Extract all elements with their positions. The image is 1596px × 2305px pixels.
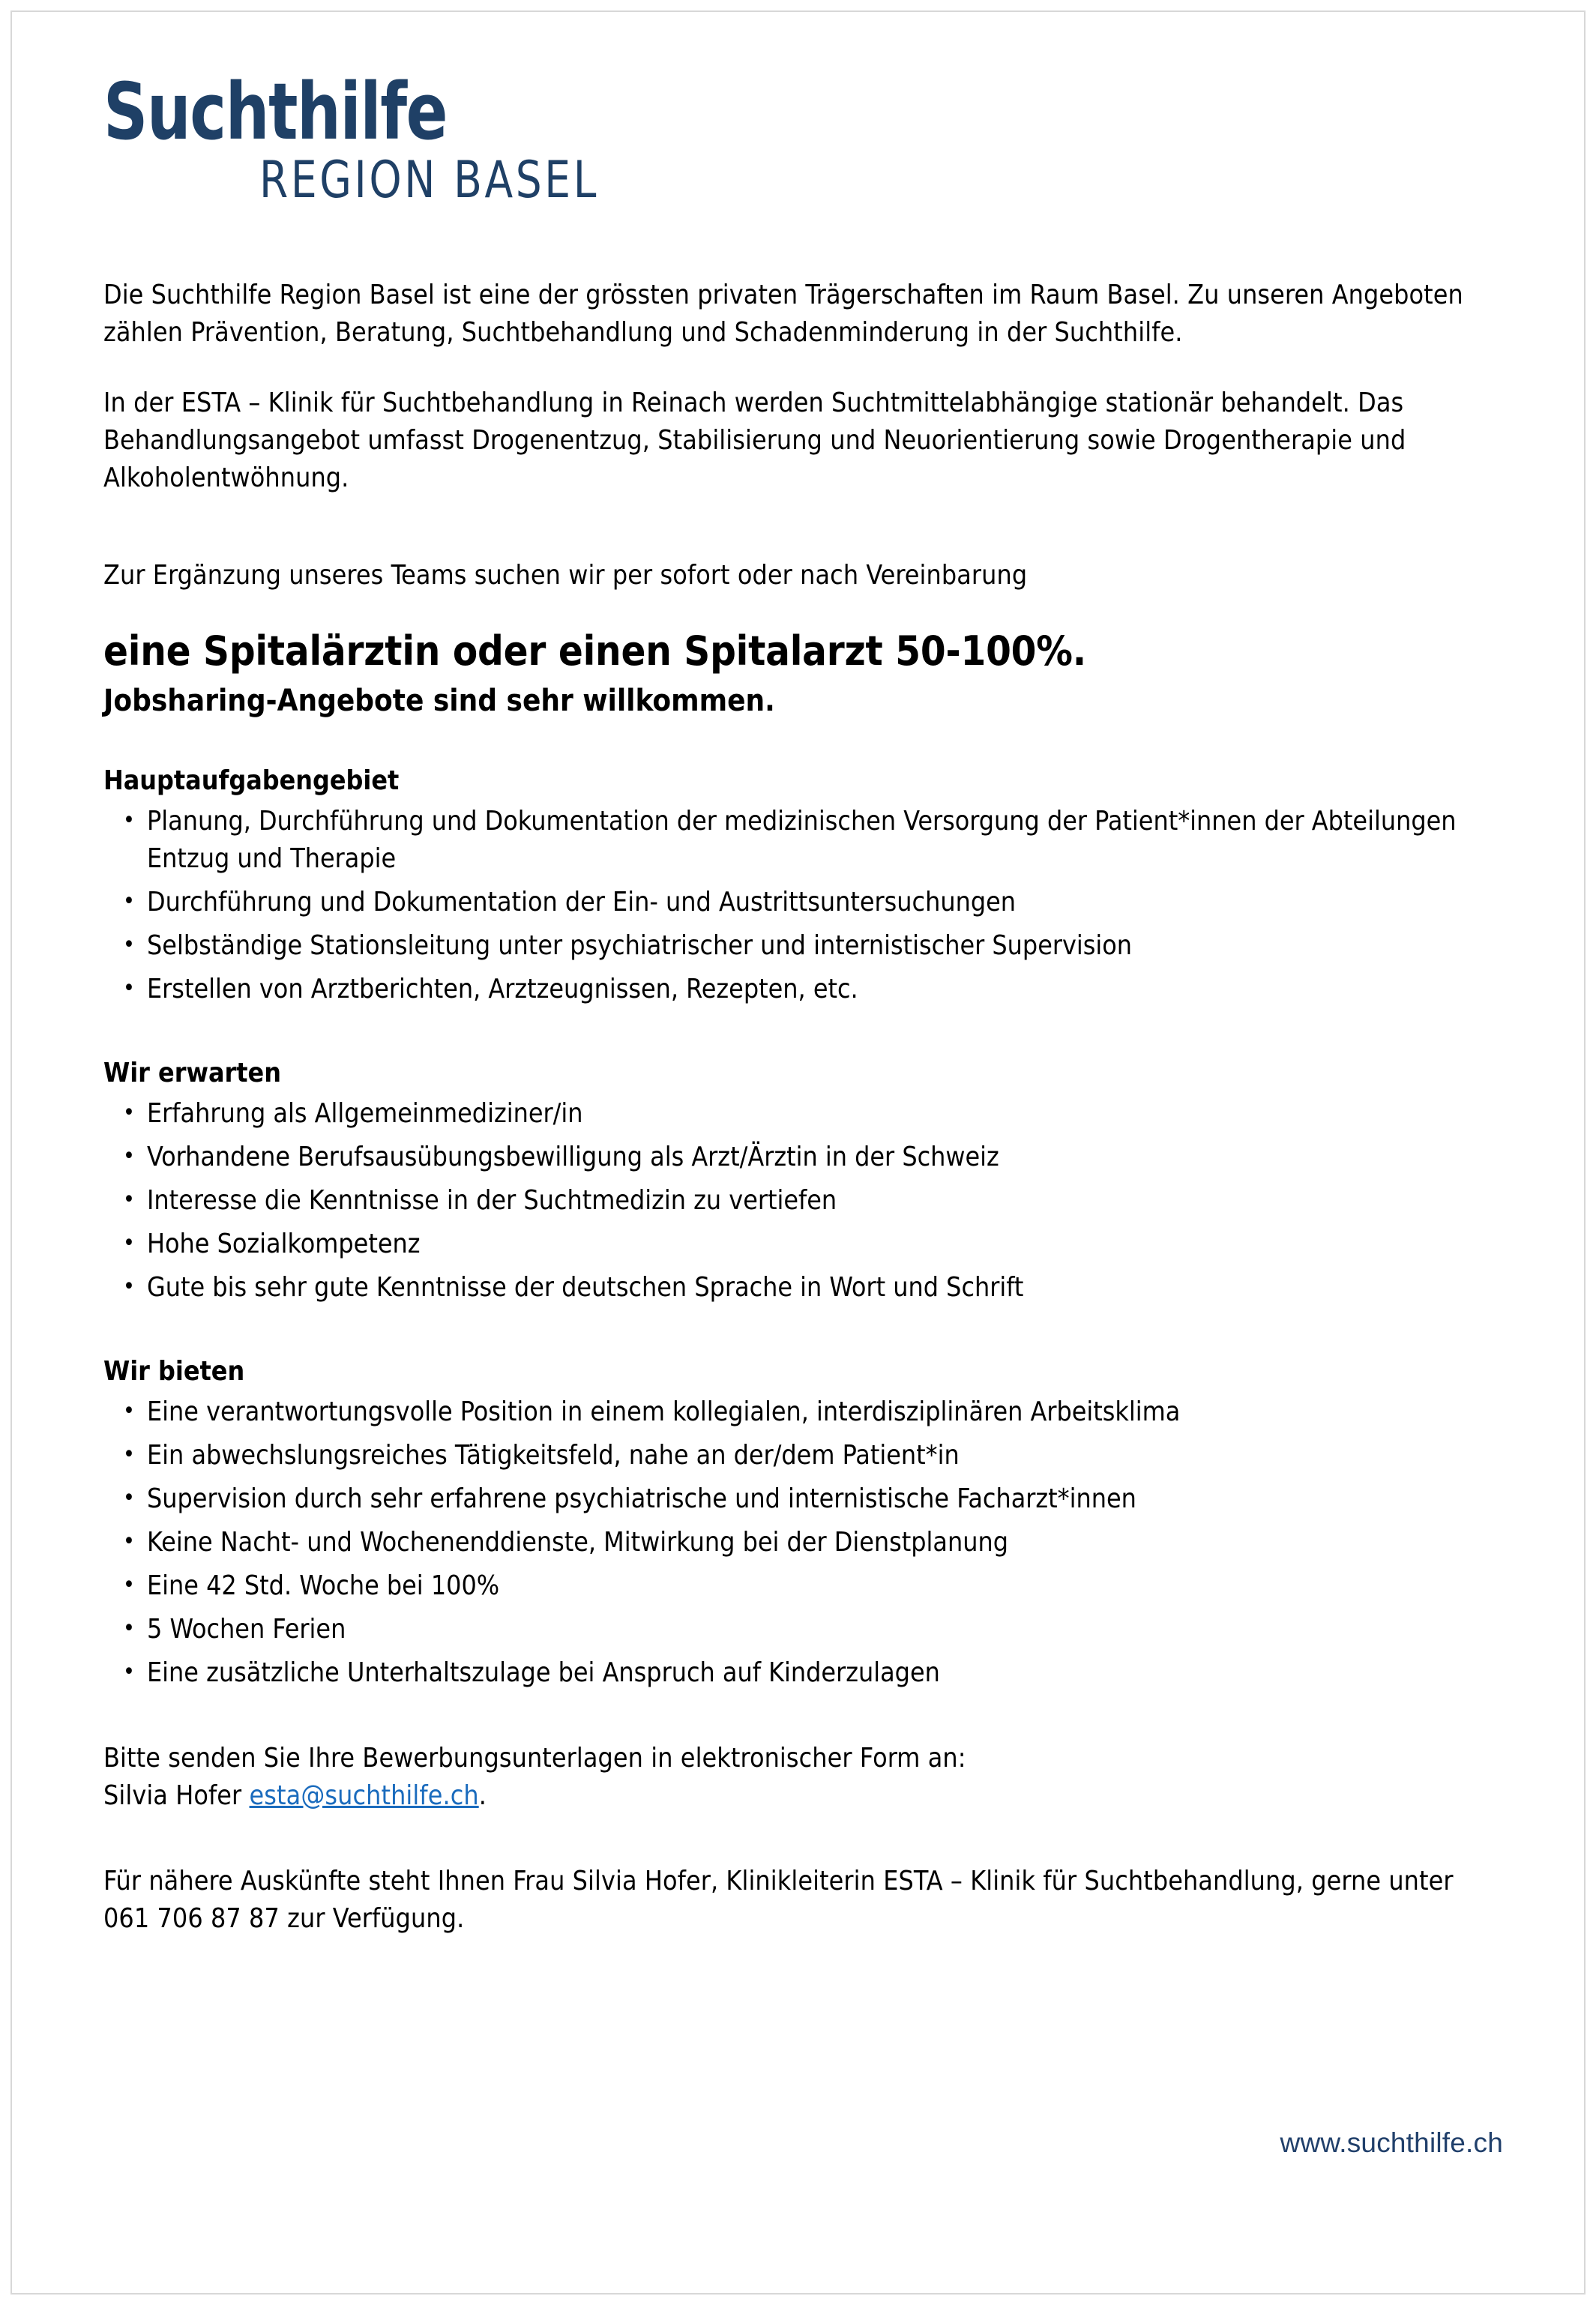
spacer bbox=[103, 1698, 1513, 1740]
intro-paragraph-3: Zur Ergänzung unseres Teams suchen wir per sofort oder nach Vereinbarung bbox=[103, 559, 1028, 591]
intro-paragraph-1: Die Suchthilfe Region Basel ist eine der grössten privaten Trägerschaften im Raum Basel. Zu unseren Angeboten zählen Prävention, Beratung, Suchtbehandlung und Schadenminderung in der Suchthilfe. bbox=[103, 279, 1463, 348]
intro-paragraph-2: In der ESTA – Klinik für Suchtbehandlung in Reinach werden Suchtmittelabhängige stationär behandelt. Das Behandlungsangebot umfasst Drogenentzug, Stabilisierung und Neuorientierung sowie Drogentherapie und Alkoholentwöhnung. bbox=[103, 387, 1406, 493]
bullet-list-wir-erwarten bbox=[103, 1095, 1513, 1307]
list-item: • Durchführung und Dokumentation der Ein- und Austrittsuntersuchungen bbox=[103, 884, 1496, 921]
bullet-list-hauptaufgabengebiet bbox=[103, 803, 1513, 1008]
list-item: • Supervision durch sehr erfahrene psychiatrische und internistische Facharzt*innen bbox=[103, 1480, 1496, 1518]
application-contact-line bbox=[103, 1777, 1494, 1815]
job-title-headline: eine Spitalärztin oder einen Spitalarzt 50-100%. bbox=[103, 627, 1087, 675]
email-link[interactable]: esta@suchthilfe.ch bbox=[249, 1780, 479, 1811]
list-item: • Planung, Durchführung und Dokumentation der medizinischen Versorgung der Patient*innen der Abteilungen Entzug und Therapie bbox=[103, 803, 1496, 878]
spacer bbox=[103, 1313, 1513, 1355]
list-item: • Vorhandene Berufsausübungsbewilligung als Arzt/Ärztin in der Schweiz bbox=[103, 1139, 1496, 1176]
job-subtitle: Jobsharing-Angebote sind sehr willkommen. bbox=[103, 683, 775, 718]
spacer bbox=[103, 722, 1513, 764]
list-item: • Selbständige Stationsleitung unter psychiatrischer und internistischer Supervision bbox=[103, 927, 1496, 965]
logo-wordmark: Suchthilfe bbox=[103, 66, 448, 157]
footer-website[interactable]: www.suchthilfe.ch bbox=[1280, 2127, 1503, 2158]
application-instruction: Bitte senden Sie Ihre Bewerbungsunterlagen in elektronischer Form an: bbox=[103, 1742, 966, 1774]
company-logo bbox=[103, 66, 1513, 211]
contact-name: Silvia Hofer bbox=[103, 1780, 250, 1811]
bullet-list-wir-bieten bbox=[103, 1393, 1513, 1692]
enquiry-paragraph: Für nähere Auskünfte steht Ihnen Frau Silvia Hofer, Klinikleiterin ESTA – Klinik für Suchtbehandlung, gerne unter 061 706 87 87 zur Verfügung. bbox=[103, 1865, 1454, 1934]
spacer bbox=[103, 530, 1513, 557]
spacer bbox=[103, 1848, 1513, 1863]
contact-period: . bbox=[478, 1780, 487, 1811]
list-item: • Interesse die Kenntnisse in der Suchtmedizin zu vertiefen bbox=[103, 1182, 1496, 1220]
list-item: • 5 Wochen Ferien bbox=[103, 1611, 1496, 1648]
document-content bbox=[103, 66, 1513, 1971]
section-title-hauptaufgabengebiet: Hauptaufgabengebiet bbox=[103, 765, 400, 796]
section-title-wir-erwarten: Wir erwarten bbox=[103, 1057, 281, 1088]
spacer bbox=[103, 1014, 1513, 1056]
list-item: • Eine verantwortungsvolle Position in einem kollegialen, interdisziplinären Arbeitsklima bbox=[103, 1393, 1496, 1431]
list-item: • Erstellen von Arztberichten, Arztzeugnissen, Rezepten, etc. bbox=[103, 971, 1496, 1008]
list-item: • Erfahrung als Allgemeinmediziner/in bbox=[103, 1095, 1496, 1133]
section-title-wir-bieten: Wir bieten bbox=[103, 1355, 245, 1387]
list-item: • Gute bis sehr gute Kenntnisse der deutschen Sprache in Wort und Schrift bbox=[103, 1269, 1496, 1307]
list-item: • Eine zusätzliche Unterhaltszulage bei Anspruch auf Kinderzulagen bbox=[103, 1654, 1496, 1692]
list-item: • Hohe Sozialkompetenz bbox=[103, 1226, 1496, 1263]
logo-subtitle: REGION BASEL bbox=[259, 151, 599, 211]
list-item: • Keine Nacht- und Wochenenddienste, Mitwirkung bei der Dienstplanung bbox=[103, 1524, 1496, 1561]
list-item: • Ein abwechslungsreiches Tätigkeitsfeld, nahe an der/dem Patient*in bbox=[103, 1437, 1496, 1474]
list-item: • Eine 42 Std. Woche bei 100% bbox=[103, 1567, 1496, 1605]
